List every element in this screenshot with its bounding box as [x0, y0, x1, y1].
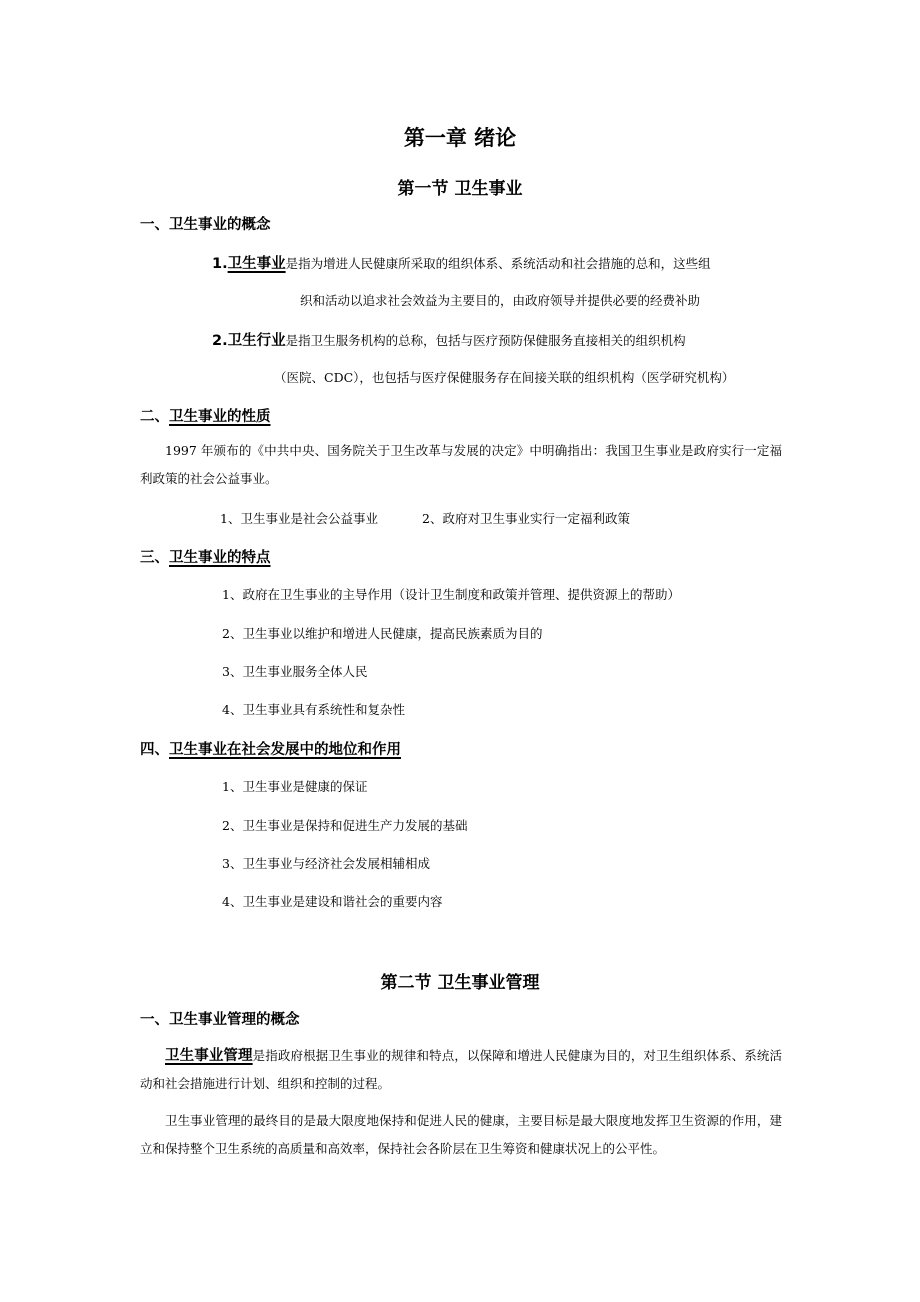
nature-point1: 1、卫生事业是社会公益事业 — [220, 511, 378, 526]
concept-item1-line1 — [212, 252, 711, 273]
nature-heading — [140, 405, 271, 426]
features-heading-text: 卫生事业的特点 — [169, 550, 271, 566]
management-paragraph2: 卫生事业管理的最终目的是最大限度地保持和促进人民的健康，主要目标是最大限度地发挥卫生资源的作用，建立和保持整个卫生系统的高质量和高效率，保持社会各阶层在卫生筹资和健康状况上的公平性。 — [140, 1113, 782, 1156]
role-heading — [140, 738, 401, 759]
item1-term: 卫生事业 — [227, 256, 286, 272]
section2-title: 第二节 卫生事业管理 — [380, 973, 540, 993]
section1-title: 第一节 卫生事业 — [397, 179, 523, 199]
concept-heading: 一、卫生事业的概念 — [140, 217, 271, 233]
features-heading-prefix: 三、 — [140, 550, 169, 566]
features-item: 1、政府在卫生事业的主导作用（设计卫生制度和政策并管理、提供资源上的帮助） — [222, 587, 680, 602]
features-heading — [140, 546, 271, 567]
item2-prefix: 2. — [212, 333, 228, 349]
role-heading-text: 卫生事业在社会发展中的地位和作用 — [169, 742, 401, 758]
management-definition: 是指政府根据卫生事业的规律和特点，以保障和增进人民健康为目的，对卫生组织体系、系统活动和社会措施进行计划、组织和控制的过程。 — [140, 1048, 782, 1091]
features-item: 3、卫生事业服务全体人民 — [222, 664, 368, 679]
role-heading-prefix: 四、 — [140, 742, 169, 758]
management-concept-heading: 一、卫生事业管理的概念 — [140, 1012, 300, 1028]
role-item: 1、卫生事业是健康的保证 — [222, 779, 368, 794]
item2-term: 卫生行业 — [227, 333, 286, 349]
management-paragraph1 — [140, 1042, 782, 1098]
role-item: 4、卫生事业是建设和谐社会的重要内容 — [222, 894, 443, 909]
nature-heading-text: 卫生事业的性质 — [169, 409, 271, 425]
item1-text1: 是指为增进人民健康所采取的组织体系、系统活动和社会措施的总和，这些组 — [285, 256, 711, 271]
nature-point2: 2、政府对卫生事业实行一定福利政策 — [422, 511, 630, 526]
nature-heading-prefix: 二、 — [140, 409, 169, 425]
item1-prefix: 1. — [212, 256, 228, 272]
concept-item2-line1 — [212, 329, 686, 350]
features-item: 4、卫生事业具有系统性和复杂性 — [222, 702, 405, 717]
item2-text1: 是指卫生服务机构的总称，包括与医疗预防保健服务直接相关的组织机构 — [285, 333, 686, 348]
concept-item2-line2: （医院、CDC），也包括与医疗保健服务存在间接关联的组织机构（医学研究机构） — [274, 370, 735, 385]
role-item: 3、卫生事业与经济社会发展相辅相成 — [222, 856, 430, 871]
concept-item1-line2: 织和活动以追求社会效益为主要目的，由政府领导并提供必要的经费补助 — [300, 293, 701, 308]
nature-paragraph: 1997 年颁布的《中共中央、国务院关于卫生改革与发展的决定》中明确指出：我国卫生事业是政府实行一定福利政策的社会公益事业。 — [140, 443, 782, 486]
features-item: 2、卫生事业以维护和增进人民健康，提高民族素质为目的 — [222, 626, 543, 641]
chapter-title: 第一章 绪论 — [403, 126, 517, 150]
management-term: 卫生事业管理 — [165, 1048, 253, 1064]
role-item: 2、卫生事业是保持和促进生产力发展的基础 — [222, 818, 468, 833]
